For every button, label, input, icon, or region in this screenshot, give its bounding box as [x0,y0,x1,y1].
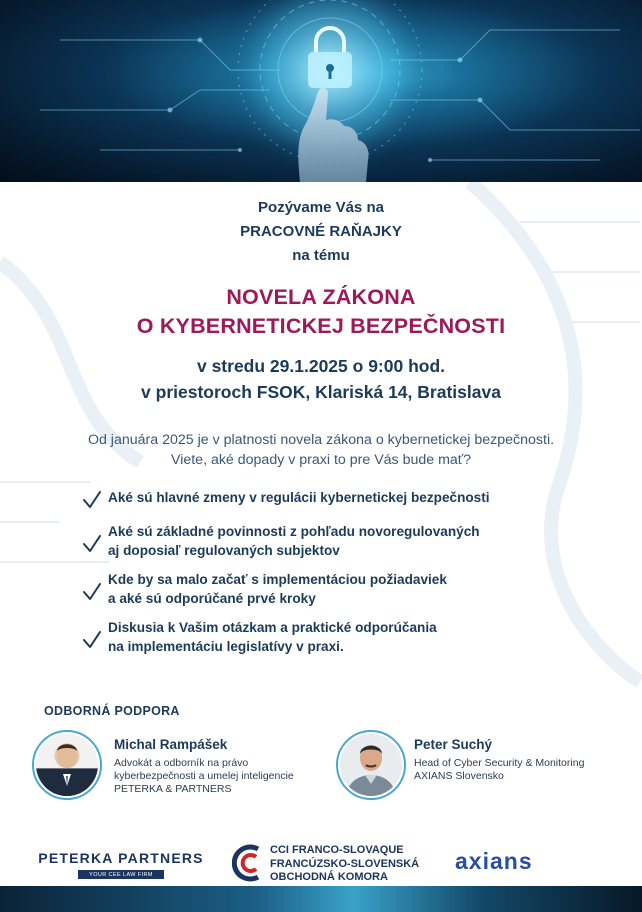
hero-image [0,0,642,182]
checkmark-icon [82,534,102,554]
event-place: v priestoroch FSOK, Klariská 14, Bratislava [141,382,501,402]
invitation-line-3: na tému [292,247,350,264]
peterka-partners-logo [38,850,204,879]
peterka-logo-name: PETERKA PARTNERS [38,850,204,866]
checkmark-icon [82,582,102,602]
invitation-line-1: Pozývame Vás na [258,199,384,216]
agenda-item-text: a aké sú odporúčané prvé kroky [108,591,316,606]
expert-role: kyberbezpečnosti a umelej inteligencie [114,770,294,782]
expert-role: Head of Cyber Security & Monitoring [414,757,585,769]
lead-line-2: Viete, aké dopady v praxi to pre Vás bude mať? [170,452,472,468]
expert-company: PETERKA & PARTNERS [114,783,232,795]
person-portrait-icon [340,734,402,796]
avatar-peter-suchy [340,734,402,796]
axians-logo: axians [455,848,533,874]
person-portrait-icon [36,734,98,796]
cci-franco-slovaque-logo [232,843,432,883]
expert-name: Peter Suchý [414,737,493,752]
expert-role: Advokát a odborník na právo [114,757,249,769]
expert-company: AXIANS Slovensko [414,770,504,782]
event-date: v stredu 29.1.2025 o 9:00 hod. [196,356,446,376]
agenda-item-text: Kde by sa malo začať s implementáciou požiadaviek [108,572,447,587]
agenda-item-text: na implementáciu legislatívy v praxi. [108,639,344,654]
agenda-item-text: Diskusia k Vašim otázkam a praktické odporúčania [108,620,437,635]
peterka-logo-tagline: YOUR CEE LAW FIRM [78,870,164,879]
invitation-line-2: PRACOVNÉ RAŇAJKY [240,223,402,240]
checkmark-icon [82,630,102,650]
agenda-item-text: aj doposiaľ regulovaných subjektov [108,543,340,558]
support-section-title: ODBORNÁ PODPORA [44,704,180,718]
cci-logo-line-1: CCI FRANCO-SLOVAQUE [270,844,404,856]
cyber-lock-illustration [0,0,642,182]
avatar-michal-rampasek [36,734,98,796]
cci-logo-line-2: FRANCÚZSKO-SLOVENSKÁ [270,857,420,870]
expert-name: Michal Rampášek [114,737,228,752]
agenda-item-text: Aké sú hlavné zmeny v regulácii kybernetickej bezpečnosti [108,490,490,505]
footer-image-strip [0,886,642,912]
checkmark-icon [82,490,102,510]
event-title-line-1: NOVELA ZÁKONA [226,285,416,309]
cci-emblem-icon [232,843,268,883]
event-title-line-2: O KYBERNETICKEJ BEZPEČNOSTI [136,314,506,338]
agenda-item-text: Aké sú základné povinnosti z pohľadu novoregulovaných [108,524,480,539]
cci-logo-line-3: OBCHODNÁ KOMORA [270,871,388,883]
lead-line-1: Od januára 2025 je v platnosti novela zákona o kybernetickej bezpečnosti. [87,432,555,448]
